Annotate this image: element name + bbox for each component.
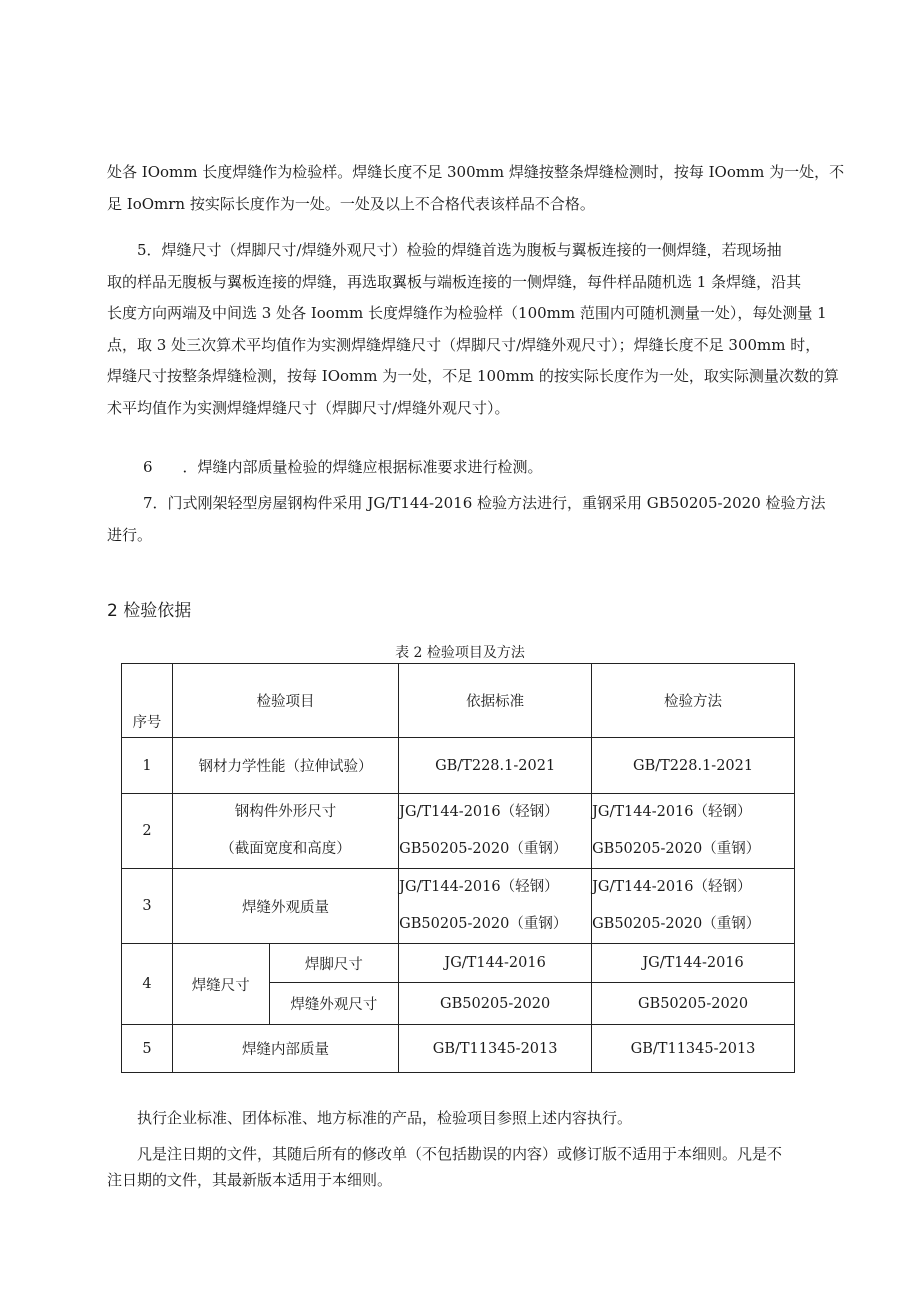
row-item xyxy=(172,794,398,869)
paragraph-line: 术平均值作为实测焊缝焊缝尺寸（焊脚尺寸/焊缝外观尺寸）。 xyxy=(107,398,510,417)
row-subitem: 焊缝外观尺寸 xyxy=(269,983,399,1025)
row-method: GB50205-2020 xyxy=(592,983,795,1025)
row-standard-line: GB50205-2020（重钢） xyxy=(399,916,568,932)
row-item: 焊缝外观质量 xyxy=(172,869,398,944)
row-method-line: GB50205-2020（重钢） xyxy=(592,916,761,932)
paragraph-line: 焊缝尺寸按整条焊缝检测，按每 IOomm 为一处，不足 100mm 的按实际长度作为一处，取实际测量次数的算 xyxy=(107,367,839,385)
table-row xyxy=(122,1025,795,1073)
row-standard xyxy=(399,794,592,869)
row-item-line: 钢构件外形尺寸 xyxy=(234,804,337,820)
row-standard: GB/T228.1-2021 xyxy=(399,738,592,794)
row-method-line: GB50205-2020（重钢） xyxy=(592,841,761,857)
row-no: 2 xyxy=(122,794,173,869)
row-method: GB/T228.1-2021 xyxy=(592,738,795,794)
table-row xyxy=(122,794,795,869)
footer-paragraph-2 xyxy=(107,1141,811,1193)
paragraph-line: 7．门式刚架轻型房屋钢构件采用 JG/T144-2016 检验方法进行，重钢采用 GB50205-2020 检验方法 xyxy=(143,494,826,512)
row-subitem: 焊脚尺寸 xyxy=(269,944,399,983)
table-header-row xyxy=(122,664,795,738)
row-no: 1 xyxy=(122,738,173,794)
row-method xyxy=(592,869,795,944)
row-no: 4 xyxy=(122,944,173,1025)
row-method: JG/T144-2016 xyxy=(592,944,795,983)
paragraph-line: 点，取 3 处三次算术平均值作为实测焊缝焊缝尺寸（焊脚尺寸/焊缝外观尺寸）；焊缝长度不足 300mm 时， xyxy=(107,335,821,354)
row-method-line: JG/T144-2016（轻钢） xyxy=(592,879,752,895)
header-item: 检验项目 xyxy=(172,664,398,738)
row-item: 焊缝尺寸 xyxy=(172,944,269,1025)
row-standard: GB50205-2020 xyxy=(399,983,592,1025)
row-standard-line: JG/T144-2016（轻钢） xyxy=(399,879,559,895)
inspection-table xyxy=(121,663,795,1073)
row-standard: JG/T144-2016 xyxy=(399,944,592,983)
row-standard: GB/T11345-2013 xyxy=(399,1025,592,1073)
paragraph-line: 5．焊缝尺寸（焊脚尺寸/焊缝外观尺寸）检验的焊缝首选为腹板与翼板连接的一侧焊缝，若现场抽 xyxy=(137,241,782,259)
row-standard xyxy=(399,869,592,944)
row-item: 焊缝内部质量 xyxy=(172,1025,398,1073)
row-method xyxy=(592,794,795,869)
paragraph-line: 长度方向两端及中间选 3 处各 Ioomm 长度焊缝作为检验样（100mm 范围内可随机测量一处），每处测量 1 xyxy=(107,304,827,322)
table-row xyxy=(122,944,795,983)
row-item: 钢材力学性能（拉伸试验） xyxy=(172,738,398,794)
row-standard-line: GB50205-2020（重钢） xyxy=(399,841,568,857)
table-row xyxy=(122,738,795,794)
paragraph-line: 注日期的文件，其最新版本适用于本细则。 xyxy=(107,1171,393,1189)
row-no: 3 xyxy=(122,869,173,944)
row-standard-line: JG/T144-2016（轻钢） xyxy=(399,804,559,820)
table-row xyxy=(122,869,795,944)
paragraph-item-6 xyxy=(107,452,811,484)
paragraph-item-7 xyxy=(107,488,826,551)
paragraph-line: 取的样品无腹板与翼板连接的焊缝，再选取翼板与端板连接的一侧焊缝，每件样品随机选 1 条焊缝，沿其 xyxy=(107,272,802,291)
header-no: 序号 xyxy=(122,664,173,738)
row-no: 5 xyxy=(122,1025,173,1073)
paragraph-line: 处各 IOomm 长度焊缝作为检验样。焊缝长度不足 300mm 焊缝按整条焊缝检测时，按每 IOomm 为一处，不 xyxy=(107,163,845,181)
paragraph-continuation xyxy=(107,157,845,220)
paragraph-line: 进行。 xyxy=(107,525,153,544)
header-method: 检验方法 xyxy=(592,664,795,738)
paragraph-item-5 xyxy=(107,235,839,424)
row-item-line: （截面宽度和高度） xyxy=(220,841,351,857)
table-caption: 表 2 检验项目及方法 xyxy=(395,645,525,661)
paragraph-line: 6 ．焊缝内部质量检验的焊缝应根据标准要求进行检测。 xyxy=(143,458,543,476)
paragraph-line: 足 IoOmrn 按实际长度作为一处。一处及以上不合格代表该样品不合格。 xyxy=(107,194,595,213)
row-method: GB/T11345-2013 xyxy=(592,1025,795,1073)
section-title: 2 检验依据 xyxy=(107,601,192,621)
header-standard: 依据标准 xyxy=(399,664,592,738)
paragraph-line: 凡是注日期的文件，其随后所有的修改单（不包括勘误的内容）或修订版不适用于本细则。凡是不 xyxy=(137,1145,783,1163)
row-method-line: JG/T144-2016（轻钢） xyxy=(592,804,752,820)
footer-paragraph-1: 执行企业标准、团体标准、地方标准的产品，检验项目参照上述内容执行。 xyxy=(137,1109,633,1127)
